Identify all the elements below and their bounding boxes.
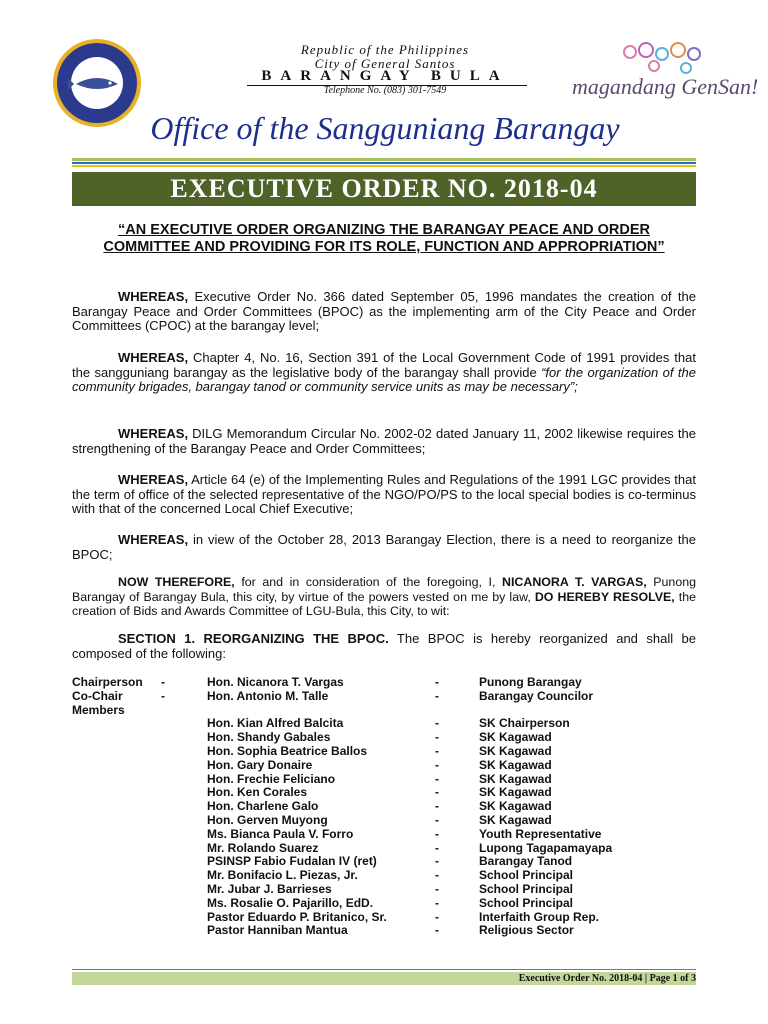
whereas-text: Executive Order No. 366 dated September 05, 1996 mandates the creation of the Barangay Peace and Order Committees (BPOC) as the implementing arm of the City Peace and Order Committees (CPOC) at the barangay level; <box>72 289 696 333</box>
members-table <box>72 676 696 938</box>
member-name: PSINSP Fabio Fudalan IV (ret) <box>207 854 377 869</box>
table-row <box>72 883 696 897</box>
table-row <box>72 773 696 787</box>
position-separator: - <box>435 812 439 827</box>
now-therefore-lead: NOW THEREFORE, <box>118 575 235 589</box>
table-row <box>72 745 696 759</box>
member-name: Pastor Eduardo P. Britanico, Sr. <box>207 909 387 924</box>
section-1-text: The BPOC is hereby reorganized and shall be composed of the following: <box>72 631 696 661</box>
whereas-lead: WHEREAS, <box>118 532 189 547</box>
position-separator: - <box>435 868 439 883</box>
position-separator: - <box>435 799 439 814</box>
position-separator: - <box>435 840 439 855</box>
member-role: Members <box>72 702 125 717</box>
table-row <box>72 869 696 883</box>
table-row <box>72 855 696 869</box>
whereas-clause-1 <box>72 290 696 334</box>
header-rule-blue <box>72 162 696 164</box>
now-therefore-text-2: Punong Barangay of Barangay Bula, this city, by virtue of the powers vested on me by law, <box>72 575 696 604</box>
member-role: Chairperson <box>72 675 143 689</box>
whereas-text: in view of the October 28, 2013 Barangay Election, there is a need to reorganize the BPOC; <box>72 532 696 562</box>
member-name: Hon. Sophia Beatrice Ballos <box>207 743 368 758</box>
position-separator: - <box>435 909 439 924</box>
whereas-clause-4 <box>72 473 696 517</box>
table-row <box>72 676 696 690</box>
table-row <box>72 717 696 731</box>
position-separator: - <box>435 923 439 938</box>
office-title: Office of the Sangguniang Barangay <box>150 110 620 146</box>
table-row <box>72 800 696 814</box>
whereas-text: Chapter 4, No. 16, Section 391 of the Local Government Code of 1991 provides that the sangguniang barangay as the legislative body of the barangay shall provide <box>72 350 696 380</box>
member-position: SK Kagawad <box>479 743 552 758</box>
member-name: Hon. Ken Corales <box>207 785 308 800</box>
member-position: School Principal <box>479 895 574 910</box>
member-position: Barangay Tanod <box>479 854 573 869</box>
do-hereby-resolve: DO HEREBY RESOLVE, <box>534 589 675 604</box>
member-name: Hon. Gary Donaire <box>207 757 313 772</box>
member-name: Hon. Nicanora T. Vargas <box>207 675 344 689</box>
member-name: Mr. Rolando Suarez <box>207 840 319 855</box>
whereas-lead: WHEREAS, <box>118 426 189 441</box>
member-name: Pastor Hanniban Mantua <box>207 923 348 938</box>
position-separator: - <box>435 895 439 910</box>
now-therefore-clause <box>72 575 696 619</box>
member-position: SK Kagawad <box>479 771 552 786</box>
member-name: Mr. Jubar J. Barrieses <box>207 881 332 896</box>
whereas-lead: WHEREAS, <box>118 472 189 487</box>
whereas-text: Article 64 (e) of the Implementing Rules and Regulations of the 1991 LGC provides that the term of office of the selected representative of the NGO/PO/PS to the local special bodies is co-terminus with that of the concerned Local Chief Executive; <box>72 472 696 516</box>
position-separator: - <box>435 757 439 772</box>
table-row <box>72 814 696 828</box>
now-therefore-text-3: the creation of Bids and Awards Committee of LGU-Bula, this City, to wit: <box>72 589 697 618</box>
member-role: Co-Chair <box>72 688 123 703</box>
member-name: Hon. Shandy Gabales <box>207 730 331 745</box>
table-row <box>72 690 696 704</box>
table-row <box>72 828 696 842</box>
member-position: Lupong Tagapamayapa <box>479 840 613 855</box>
position-separator: - <box>435 688 439 703</box>
position-separator: - <box>435 881 439 896</box>
member-position: SK Kagawad <box>479 785 552 800</box>
member-position: SK Kagawad <box>479 799 552 814</box>
member-position: School Principal <box>479 868 574 883</box>
footer-rule <box>72 969 696 970</box>
member-name: Hon. Gerven Muyong <box>207 812 328 827</box>
member-position: SK Kagawad <box>479 757 552 772</box>
role-separator: - <box>161 688 165 703</box>
header-city: City of General Santos <box>314 56 456 71</box>
member-name: Hon. Charlene Galo <box>207 799 319 814</box>
member-position: School Principal <box>479 881 574 896</box>
member-position: Barangay Councilor <box>479 688 594 703</box>
position-separator: - <box>435 743 439 758</box>
svg-text:magandang GenSan!: magandang GenSan! <box>572 74 759 99</box>
position-separator: - <box>435 854 439 869</box>
position-separator: - <box>435 716 439 731</box>
table-row <box>72 897 696 911</box>
member-position: SK Chairperson <box>479 716 570 731</box>
header-rule-green <box>72 158 696 161</box>
position-separator: - <box>435 785 439 800</box>
member-position: Interfaith Group Rep. <box>479 909 599 924</box>
position-separator: - <box>435 730 439 745</box>
table-row <box>72 704 696 718</box>
member-position: Youth Representative <box>479 826 602 841</box>
document-title: EXECUTIVE ORDER NO. 2018-04 <box>72 172 696 206</box>
whereas-clause-2 <box>72 351 696 395</box>
member-name: Hon. Kian Alfred Balcita <box>207 716 344 731</box>
table-row <box>72 842 696 856</box>
punong-barangay-name: NICANORA T. VARGAS, <box>502 575 647 589</box>
member-name: Mr. Bonifacio L. Piezas, Jr. <box>207 868 358 883</box>
member-name: Ms. Bianca Paula V. Forro <box>207 826 354 841</box>
member-position: Punong Barangay <box>479 675 582 689</box>
header-barangay: BARANGAY BULA <box>261 68 509 84</box>
member-name: Hon. Frechie Feliciano <box>207 771 336 786</box>
role-separator: - <box>161 675 165 689</box>
whereas-lead: WHEREAS, <box>118 350 189 365</box>
member-name: Hon. Antonio M. Talle <box>207 688 329 703</box>
section-1-clause <box>72 632 696 661</box>
header-republic: Republic of the Philippines <box>300 42 470 57</box>
member-position: Religious Sector <box>479 923 574 938</box>
header-telephone: Telephone No. (083) 301-7549 <box>323 85 447 96</box>
footer-page-label: Executive Order No. 2018-04 | Page 1 of 3 <box>518 973 696 984</box>
whereas-clause-5 <box>72 533 696 562</box>
magandang-gensan-logo <box>568 40 759 112</box>
whereas-text: DILG Memorandum Circular No. 2002-02 dated January 11, 2002 likewise requires the strengthening of the Barangay Peace and Order Committees; <box>72 426 696 456</box>
whereas-quote: “for the organization of the community brigades, barangay tanod or community service units as may be necessary”; <box>72 364 696 394</box>
member-position: SK Kagawad <box>479 812 552 827</box>
position-separator: - <box>435 675 439 689</box>
whereas-clause-3 <box>72 427 696 456</box>
table-row <box>72 924 696 938</box>
table-row <box>72 786 696 800</box>
position-separator: - <box>435 771 439 786</box>
table-row <box>72 731 696 745</box>
header-rule-yellow <box>72 165 696 167</box>
now-therefore-text-1: for and in consideration of the foregoing, I, <box>234 575 503 589</box>
table-row <box>72 911 696 925</box>
member-name: Ms. Rosalie O. Pajarillo, EdD. <box>207 895 374 910</box>
whereas-lead: WHEREAS, <box>118 289 189 304</box>
table-row <box>72 759 696 773</box>
section-1-lead: SECTION 1. REORGANIZING THE BPOC. <box>118 631 389 646</box>
member-position: SK Kagawad <box>479 730 552 745</box>
document-subtitle: “AN EXECUTIVE ORDER ORGANIZING THE BARANGAY PEACE AND ORDER COMMITTEE AND PROVIDING FOR ITS ROLE, FUNCTION AND APPROPRIATION” <box>103 222 665 255</box>
position-separator: - <box>435 826 439 841</box>
